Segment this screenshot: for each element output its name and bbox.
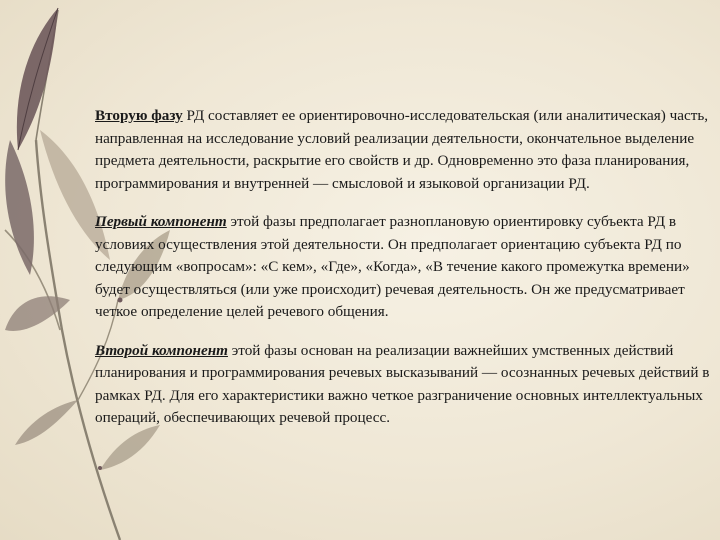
paragraph-second-phase	[95, 105, 710, 195]
paragraph-first-component	[95, 211, 710, 324]
text-content	[95, 105, 710, 446]
paragraph-text: РД составляет ее ориентировочно-исследовательская (или аналитическая) часть, направленная на исследование условий реализации деятельности, окончательное выделение предмета деятельности, раскрытие его свойств и др. Одновременно это фаза планирования, программирования и внутренней — смысловой и языковой организации РД.	[95, 107, 709, 192]
lead-second-phase: Вторую фазу	[95, 107, 183, 124]
lead-second-component: Второй компонент	[95, 341, 228, 359]
paragraph-text: этой фазы предполагает разноплановую ориентировку субъекта РД в условиях осуществления этой деятельности. Он предполагает ориентацию субъекта РД по следующим «вопросам»: «С кем», «Где», «Когда», «В течение какого промежутка времени» будет осуществляться (или уже происходит) речевая деятельность. Он же предусматривает четкое определение целей речевого общения.	[95, 213, 690, 320]
paragraph-text: этой фазы основан на реализации важнейших умственных действий планирования и программирования речевых высказываний — осознанных речевых действий в рамках РД. Для его характеристики важно четкое разграничение основных интеллектуальных операций, обеспечивающих речевой процесс.	[95, 341, 710, 426]
paragraph-second-component	[95, 340, 710, 430]
lead-first-component: Первый компонент	[95, 213, 227, 230]
